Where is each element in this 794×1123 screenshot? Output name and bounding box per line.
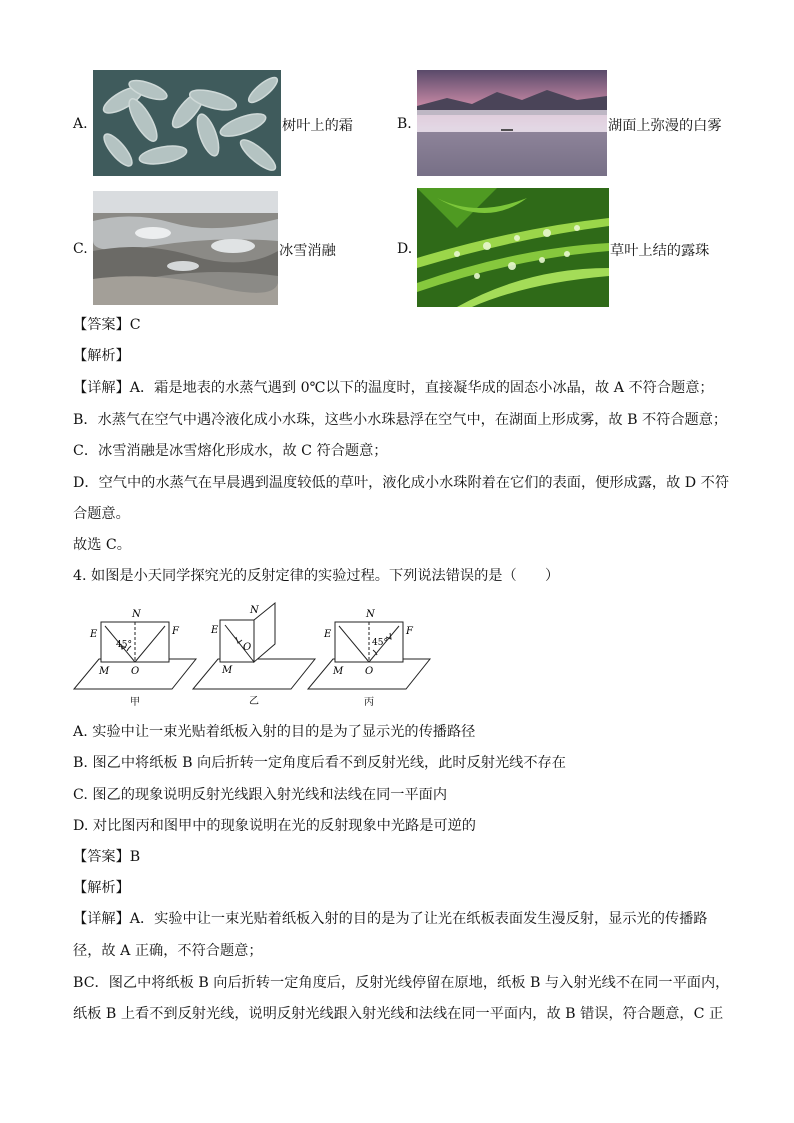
- q3-detail-line: D．空气中的水蒸气在早晨遇到温度较低的草叶，液化成小水珠附着在它们的表面，便形成露，故 D 不符: [73, 475, 730, 491]
- angle-label: 45°: [372, 638, 388, 648]
- mirror-plane: [193, 659, 315, 689]
- label-o: O: [243, 642, 252, 653]
- q3-detail-line: B．水蒸气在空气中遇冷液化成小水珠，这些小水珠悬浮在空气中，在湖面上形成雾，故 B 不符合题意；: [73, 412, 728, 428]
- q3-detail-line: 【详解】A．霜是地表的水蒸气遇到 0℃以下的温度时，直接凝华成的固态小冰晶，故 A 不符合题意；: [73, 380, 714, 396]
- q4-detail-line: 【详解】A．实验中让一束光贴着纸板入射的目的是为了让光在纸板表面发生漫反射，显示光的传播路: [73, 911, 708, 927]
- label-n: N: [250, 605, 259, 616]
- q4-answer: 【答案】B: [73, 849, 141, 865]
- option-b-letter: B.: [397, 116, 412, 132]
- label-e: E: [324, 629, 332, 640]
- frost-leaves-photo: [93, 70, 281, 176]
- angle-label: 45°: [116, 640, 132, 650]
- option-d-caption: 草叶上结的露珠: [610, 243, 710, 259]
- label-e: E: [90, 629, 98, 640]
- label-e: E: [211, 625, 219, 636]
- caption-jia: 甲: [130, 697, 140, 708]
- q3-detail-line: C．冰雪消融是冰雪熔化形成水，故 C 符合题意；: [73, 443, 388, 459]
- q3-analysis-heading: 【解析】: [73, 348, 130, 364]
- diagram-bing: [306, 605, 432, 709]
- q3-detail-line: 合题意。: [73, 506, 130, 522]
- label-f: F: [406, 626, 413, 637]
- caption-yi: 乙: [249, 696, 259, 707]
- lake-fog-photo: [417, 70, 607, 176]
- q4-option-c: C. 图乙的现象说明反射光线跟入射光线和法线在同一平面内: [73, 787, 448, 803]
- label-n: N: [132, 609, 141, 620]
- q3-conclusion: 故选 C。: [73, 537, 131, 553]
- q4-option-d: D. 对比图丙和图甲中的现象说明在光的反射现象中光路是可逆的: [73, 818, 476, 834]
- q4-option-b: B. 图乙中将纸板 B 向后折转一定角度后看不到反射光线，此时反射光线不存在: [73, 755, 566, 771]
- q4-stem: 4. 如图是小天同学探究光的反射定律的实验过程。下列说法错误的是（ ）: [73, 568, 560, 584]
- option-c-caption: 冰雪消融: [279, 243, 336, 259]
- option-c-letter: C.: [73, 241, 88, 257]
- label-m: M: [333, 666, 344, 677]
- label-m: M: [222, 665, 233, 676]
- caption-bing: 丙: [364, 697, 374, 708]
- option-a-caption: 树叶上的霜: [282, 118, 353, 134]
- diagram-yi: [191, 600, 317, 709]
- label-m: M: [99, 666, 110, 677]
- q4-detail-line: 纸板 B 上看不到反射光线，说明反射光线跟入射光线和法线在同一平面内，故 B 错误，符合题意，C 正: [73, 1006, 724, 1022]
- q4-detail-line: BC．图乙中将纸板 B 向后折转一定角度后，反射光线停留在原地，纸板 B 与入射光线不在同一平面内，: [73, 975, 730, 991]
- label-o: O: [131, 666, 140, 677]
- q4-detail-line: 径，故 A 正确，不符合题意；: [73, 943, 263, 959]
- option-d-letter: D.: [397, 241, 413, 257]
- option-b-caption: 湖面上弥漫的白雾: [608, 118, 722, 134]
- q3-answer: 【答案】C: [73, 317, 141, 333]
- dew-grass-photo: [417, 188, 609, 307]
- diagram-jia: [72, 605, 198, 709]
- q4-analysis-heading: 【解析】: [73, 880, 130, 896]
- option-a-letter: A.: [73, 116, 88, 132]
- q4-option-a: A. 实验中让一束光贴着纸板入射的目的是为了显示光的传播路径: [73, 724, 476, 740]
- label-o: O: [365, 666, 374, 677]
- label-n: N: [366, 609, 375, 620]
- melting-ice-photo: [93, 191, 278, 305]
- label-f: F: [172, 626, 179, 637]
